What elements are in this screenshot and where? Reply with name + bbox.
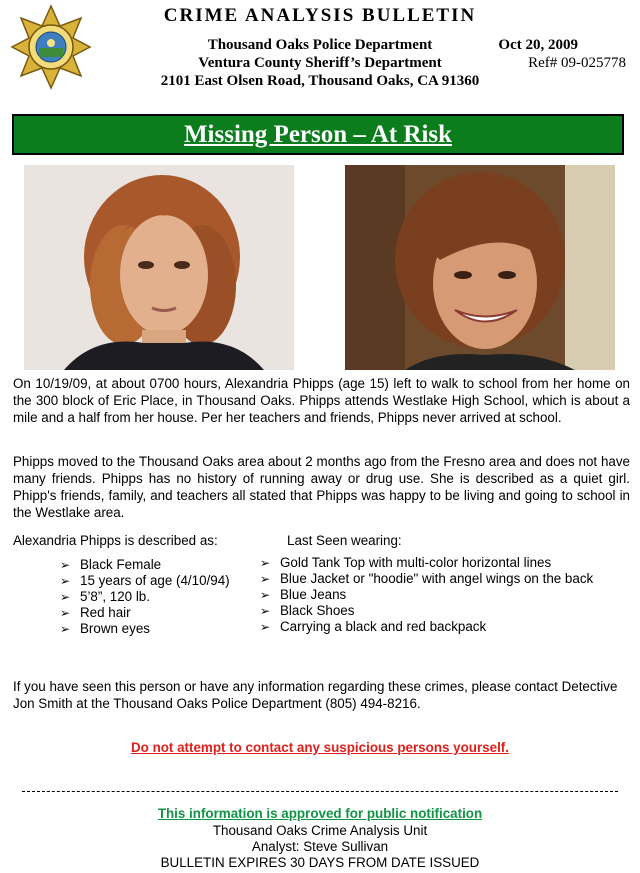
list-item: ➢ Brown eyes — [60, 621, 150, 636]
public-notification-notice: This information is approved for public notification — [157, 806, 483, 821]
list-item: ➢ Black Female — [60, 557, 162, 572]
arrow-bullet-icon: ➢ — [60, 558, 71, 572]
bulletin-title: CRIME ANALYSIS BULLETIN — [163, 5, 477, 26]
arrow-bullet-icon: ➢ — [260, 572, 271, 586]
dashed-divider — [22, 791, 618, 792]
list-item: ➢ Blue Jacket or "hoodie" with angel wings on the back — [260, 571, 594, 586]
safety-warning: Do not attempt to contact any suspicious persons yourself. — [131, 740, 509, 755]
arrow-bullet-icon: ➢ — [60, 606, 71, 620]
last-seen-heading: Last Seen wearing: — [287, 533, 402, 548]
sheriff-department-name: Ventura County Sheriff’s Department — [198, 55, 442, 71]
arrow-bullet-icon: ➢ — [260, 620, 271, 634]
missing-person-banner — [12, 114, 624, 155]
last-seen-list — [260, 555, 593, 635]
list-item: ➢ Gold Tank Top with multi-color horizontal lines — [260, 555, 552, 570]
list-item: ➢ Blue Jeans — [260, 587, 347, 602]
background-paragraph: Phipps moved to the Thousand Oaks area about 2 months ago from the Fresno area and does not have many friends. Phipps has no history of running away or drug use. She is described as a quiet girl. Phipp's friends, family, and teachers all stated that Phipps was happy to be living and going to school in the Westlake area. — [13, 454, 630, 520]
arrow-bullet-icon: ➢ — [260, 556, 271, 570]
missing-person-photo-left — [24, 165, 294, 370]
missing-person-photo-right — [345, 165, 615, 370]
description-list — [60, 557, 230, 637]
list-item: ➢ 15 years of age (4/10/94) — [60, 573, 230, 588]
incident-paragraph: On 10/19/09, at about 0700 hours, Alexandria Phipps (age 15) left to walk to school from her home on the 300 block of Eric Place, in Thousand Oaks. Phipps attends Westlake High School, which is about a mile and a half from her house. Per her teachers and friends, Phipps never arrived at school. — [13, 376, 630, 425]
bulletin-date: Oct 20, 2009 — [498, 37, 578, 53]
arrow-bullet-icon: ➢ — [260, 588, 271, 602]
department-name: Thousand Oaks Police Department — [207, 37, 433, 53]
description-heading: Alexandria Phipps is described as: — [13, 533, 218, 548]
department-address: 2101 East Olsen Road, Thousand Oaks, CA 91360 — [160, 73, 480, 89]
arrow-bullet-icon: ➢ — [260, 604, 271, 618]
reference-number: Ref# 09-025778 — [528, 55, 626, 71]
list-item: ➢ 5’8”, 120 lb. — [60, 589, 150, 604]
arrow-bullet-icon: ➢ — [60, 622, 71, 636]
crime-analysis-unit: Thousand Oaks Crime Analysis Unit — [212, 823, 428, 838]
arrow-bullet-icon: ➢ — [60, 574, 71, 588]
banner-title: Missing Person – At Risk — [183, 120, 453, 148]
bulletin-expiry: BULLETIN EXPIRES 30 DAYS FROM DATE ISSUED — [160, 855, 480, 870]
list-item: ➢ Carrying a black and red backpack — [260, 619, 487, 634]
analyst-name: Analyst: Steve Sullivan — [251, 839, 389, 854]
list-item: ➢ Red hair — [60, 605, 131, 620]
arrow-bullet-icon: ➢ — [60, 590, 71, 604]
list-item: ➢ Black Shoes — [260, 603, 355, 618]
contact-paragraph: If you have seen this person or have any information regarding these crimes, please contact Detective Jon Smith at the Thousand Oaks Police Department (805) 494-8216. — [13, 679, 618, 711]
